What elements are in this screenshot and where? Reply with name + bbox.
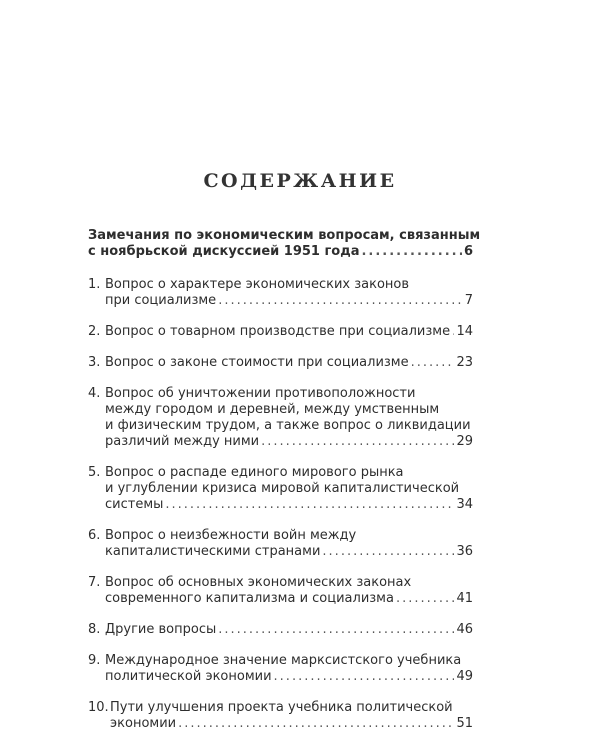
toc-entry-text-line: Замечания по экономическим вопросам, связанным [88,228,481,243]
toc-entry-text-line: Вопрос об уничтожении противоположности [105,386,416,401]
toc-entry-number: 7. [88,575,101,590]
toc-entry-text-line: системы [105,497,164,512]
toc-entry-text-line: экономии [110,716,177,731]
toc-entry-6[interactable] [88,528,473,560]
dot-leader [178,716,454,732]
toc-page-number: 6 [463,244,473,259]
toc-entry-text-line: Вопрос о характере экономических законов [105,277,410,292]
toc-entry-text-line: Вопрос об основных экономических законах [105,575,412,590]
dot-leader [165,497,454,513]
toc-entry-text-line: Вопрос о распаде единого мирового рынка [105,465,404,480]
toc-page-number: 34 [456,497,473,512]
toc-entry-last-line [105,591,473,607]
toc-entry-text-line: с ноябрьской дискуссией 1951 года [88,244,360,259]
toc-entry-text-line: и физическим трудом, а также вопрос о ликвидации [105,418,471,433]
table-of-contents [88,228,481,747]
toc-entry-last-line [105,355,473,371]
toc-entry-text-line: при социализме [105,293,217,308]
dot-leader [411,355,455,371]
toc-entry-4[interactable] [88,386,473,450]
toc-entry-number: 3. [88,355,101,370]
dot-leader [452,324,454,340]
toc-entry-1[interactable] [88,277,473,309]
toc-entry-text-line: Вопрос о законе стоимости при социализме [105,355,409,370]
toc-page-number: 49 [456,669,473,684]
toc-entry-number: 1. [88,277,101,292]
toc-entry-last-line [105,544,473,560]
toc-entry-last-line [105,622,473,638]
dot-leader [361,244,461,260]
page-title: СОДЕРЖАНИЕ [203,170,397,192]
toc-entry-text-line: различий между ними [105,434,260,449]
toc-entry-number: 6. [88,528,101,543]
toc-entry-10[interactable] [88,700,473,732]
toc-entry-last-line [110,716,473,732]
toc-entry-last-line [88,244,473,260]
toc-page-number: 7 [464,293,473,308]
toc-page-number: 36 [456,544,473,559]
toc-page-number: 23 [456,355,473,370]
toc-entry-number: 5. [88,465,101,480]
toc-entry-last-line [105,669,473,685]
toc-entry-text-line: Международное значение марксистского учебника [105,653,462,668]
toc-entry-7[interactable] [88,575,473,607]
toc-entry-5[interactable] [88,465,473,513]
toc-entry-text-line: Вопрос о неизбежности войн между [105,528,357,543]
toc-page-number: 29 [456,434,473,449]
toc-page-number: 14 [456,324,473,339]
toc-entry-number: 4. [88,386,101,401]
toc-entry-2[interactable] [88,324,473,340]
dot-leader [396,591,454,607]
toc-entry-main[interactable] [88,228,481,260]
toc-entry-9[interactable] [88,653,473,685]
toc-page-number: 51 [456,716,473,731]
toc-entry-text-line: современного капитализма и социализма [105,591,394,606]
toc-entry-number: 8. [88,622,101,637]
toc-entry-text-line: Другие вопросы [105,622,217,637]
toc-entry-text-line: Пути улучшения проекта учебника политической [110,700,453,715]
toc-entry-number: 9. [88,653,101,668]
toc-page-number: 41 [456,591,473,606]
dot-leader [218,293,463,309]
toc-entry-text-line: капиталистическими странами [105,544,321,559]
dot-leader [274,669,455,685]
toc-entry-8[interactable] [88,622,473,638]
dot-leader [218,622,454,638]
toc-entry-text-line: Вопрос о товарном производстве при социализме [105,324,451,339]
toc-entry-text-line: политической экономии [105,669,272,684]
toc-entry-text-line: между городом и деревней, между умственным [105,402,440,417]
toc-entry-3[interactable] [88,355,473,371]
dot-leader [322,544,454,560]
dot-leader [261,434,454,450]
toc-entry-last-line [105,434,473,450]
toc-entry-number: 2. [88,324,101,339]
toc-entry-last-line [105,293,473,309]
toc-entry-last-line [105,324,473,340]
toc-page-number: 46 [456,622,473,637]
toc-entry-number: 10. [88,700,109,715]
toc-entry-last-line [105,497,473,513]
toc-entry-text-line: и углублении кризиса мировой капиталистической [105,481,460,496]
